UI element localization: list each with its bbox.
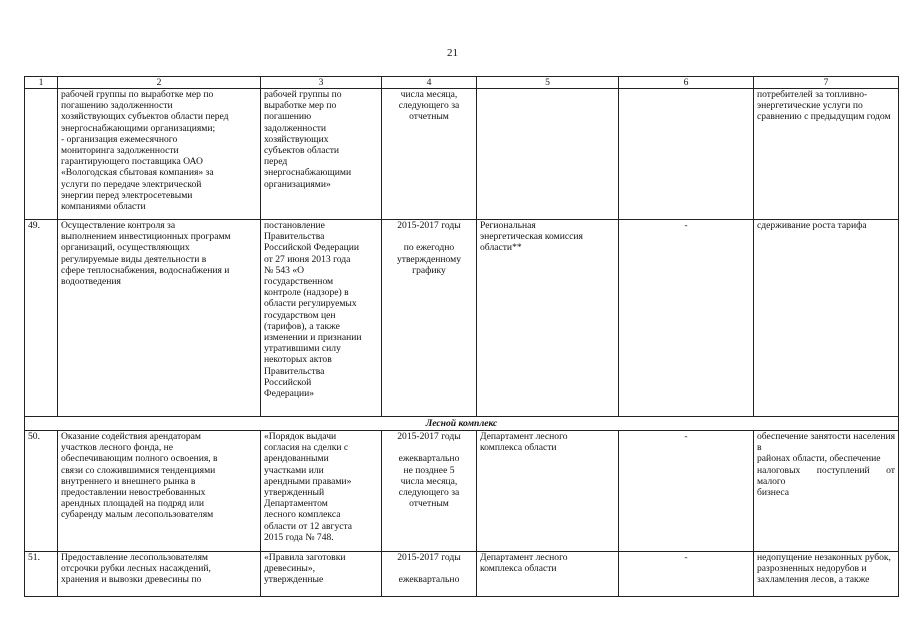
row-number: [25, 89, 58, 220]
header-col-2: 2: [58, 77, 261, 89]
deadline: 2015-2017 годы по ежегодно утвержденному графику: [382, 220, 477, 417]
row-number: 49.: [25, 220, 58, 417]
header-col-7: 7: [754, 77, 899, 89]
co-executor: -: [619, 220, 754, 417]
header-col-3: 3: [261, 77, 382, 89]
responsible-executor: [477, 89, 619, 220]
table-row: [25, 220, 899, 417]
legal-basis: «Порядок выдачи согласия на сделки с арендованными участками или арендными правами» утвержденный Департаментом лесного комплекса области от 12 августа 2015 года № 748.: [261, 431, 382, 552]
table-header-row: [25, 77, 899, 89]
co-executor: -: [619, 431, 754, 552]
measures-table: [24, 76, 899, 597]
table-row: [25, 431, 899, 552]
header-col-6: 6: [619, 77, 754, 89]
header-col-4: 4: [382, 77, 477, 89]
responsible-executor: Департамент лесного комплекса области: [477, 552, 619, 597]
expected-result: сдерживание роста тарифа: [754, 220, 899, 417]
row-number: 51.: [25, 552, 58, 597]
legal-basis: «Правила заготовки древесины», утвержденные: [261, 552, 382, 597]
legal-basis: рабочей группы по выработке мер по погашению задолженности хозяйствующих субъектов области перед энергоснабжающими организациями»: [261, 89, 382, 220]
deadline: 2015-2017 годы ежеквартально не позднее 5 числа месяца, следующего за отчетным: [382, 431, 477, 552]
table-row: [25, 89, 899, 220]
measure-description: рабочей группы по выработке мер по погашению задолженности хозяйствующих субъектов области перед энергоснабжающими организациями; - организация ежемесячного мониторинга задолженности гарантирующего поставщика ОАО «Вологодская сбытовая компания» за услуги по передаче электрической энергии перед электросетевыми компаниями области: [58, 89, 261, 220]
measure-description: Осуществление контроля за выполнением инвестиционных программ организаций, осуществляющих регулируемые виды деятельности в сфере теплоснабжения, водоснабжения и водоотведения: [58, 220, 261, 417]
table-row: [25, 552, 899, 597]
legal-basis: постановление Правительства Российской Федерации от 27 июня 2013 года № 543 «О государственном контроле (надзоре) в области регулируемых государством цен (тарифов), а также изменении и признании утратившими силу некоторых актов Правительства Российской Федерации»: [261, 220, 382, 417]
expected-result: потребителей за топливно- энергетические услуги по сравнению с предыдущим годом: [754, 89, 899, 220]
deadline: числа месяца, следующего за отчетным: [382, 89, 477, 220]
co-executor: -: [619, 552, 754, 597]
co-executor: [619, 89, 754, 220]
section-row: [25, 417, 899, 431]
header-col-1: 1: [25, 77, 58, 89]
deadline: 2015-2017 годы ежеквартально: [382, 552, 477, 597]
measure-description: Предоставление лесопользователям отсрочки рубки лесных насаждений, хранения и вывозки древесины по: [58, 552, 261, 597]
responsible-executor: Департамент лесного комплекса области: [477, 431, 619, 552]
expected-result: недопущение незаконных рубок, разрозненных недорубов и захламления лесов, а также: [754, 552, 899, 597]
section-title: Лесной комплекс: [25, 417, 899, 431]
page-number: 21: [447, 47, 458, 59]
measure-description: Оказание содействия арендаторам участков лесного фонда, не обеспечивающим полного освоения, в связи со сложившимися тенденциями внутреннего и внешнего рынка в предоставлении невостребованных арендных площадей на подряд или субаренду малым лесопользователям: [58, 431, 261, 552]
header-col-5: 5: [477, 77, 619, 89]
expected-result: обеспечение занятости населения в районах области, обеспечение налоговых поступлений от малого бизнеса: [754, 431, 899, 552]
responsible-executor: Региональная энергетическая комиссия области**: [477, 220, 619, 417]
row-number: 50.: [25, 431, 58, 552]
